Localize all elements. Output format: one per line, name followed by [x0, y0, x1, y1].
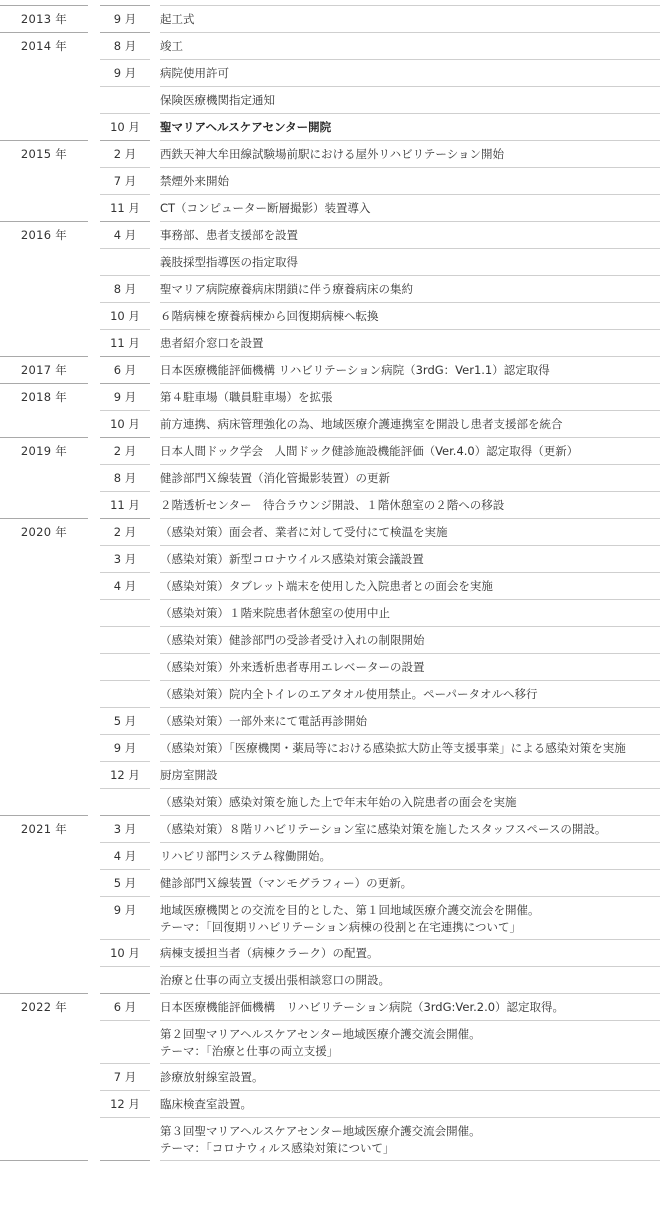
- month-divider: [100, 842, 150, 843]
- event-month: 6 月: [113, 1000, 137, 1014]
- event-text: 事務部、患者支援部を設置: [160, 228, 298, 242]
- event-text: 第４駐車場（職員駐車場）を拡張: [160, 390, 333, 404]
- event-divider: [160, 734, 660, 735]
- event-month: 8 月: [113, 39, 137, 53]
- event-text: 日本医療機能評価機構 リハビリテーション病院（3rdG：Ver1.1）認定取得: [160, 363, 550, 377]
- event-divider: [160, 896, 660, 897]
- month-divider: [100, 626, 150, 627]
- year-label: 2022 年: [20, 1000, 68, 1014]
- event-text: 聖マリアヘルスケアセンター開院: [160, 120, 332, 134]
- event-month: 6 月: [113, 363, 137, 377]
- month-divider: [100, 491, 150, 492]
- event-month: 3 月: [113, 552, 137, 566]
- event-text: 健診部門Ｘ線装置（消化管撮影装置）の更新: [160, 471, 390, 485]
- event-text: 厨房室開設: [160, 768, 218, 782]
- month-divider: [100, 302, 150, 303]
- month-divider: [100, 113, 150, 114]
- month-divider: [100, 1117, 150, 1118]
- event-text: テーマ：「治療と仕事の両立支援」: [160, 1044, 339, 1058]
- event-month: 7 月: [113, 1070, 137, 1084]
- event-text: 臨床検査室設置。: [160, 1097, 252, 1111]
- event-divider: [160, 626, 660, 627]
- month-divider: [100, 275, 150, 276]
- event-divider: [160, 1117, 660, 1118]
- event-month: 9 月: [113, 390, 137, 404]
- year-divider: [0, 32, 88, 33]
- event-month: 2 月: [113, 444, 137, 458]
- month-divider: [100, 572, 150, 573]
- event-month: 7 月: [113, 174, 137, 188]
- year-label: 2020 年: [20, 525, 68, 539]
- event-month: 4 月: [113, 849, 137, 863]
- event-month: 5 月: [113, 714, 137, 728]
- event-text: 第３回聖マリアヘルスケアセンター地域医療介護交流会開催。: [160, 1124, 481, 1138]
- event-text: 起工式: [160, 12, 195, 26]
- year-label: 2018 年: [20, 390, 68, 404]
- event-month: 12 月: [110, 1097, 140, 1111]
- year-divider: [0, 140, 88, 141]
- event-month: 10 月: [110, 946, 140, 960]
- event-month: 10 月: [110, 417, 140, 431]
- event-divider: [160, 59, 660, 60]
- event-divider: [160, 761, 660, 762]
- event-divider: [160, 572, 660, 573]
- event-divider: [160, 939, 660, 940]
- event-divider: [160, 32, 660, 33]
- month-divider: [100, 410, 150, 411]
- event-divider: [160, 464, 660, 465]
- event-divider: [160, 599, 660, 600]
- event-text: （感染対策）健診部門の受診者受け入れの制限開始: [160, 633, 425, 647]
- month-divider: [100, 993, 150, 994]
- event-text: （感染対策）８階リハビリテーション室に感染対策を施したスタッフスペースの開設。: [160, 822, 607, 836]
- event-text: 診療放射線室設置。: [160, 1070, 264, 1084]
- event-text: （感染対策）新型コロナウイルス感染対策会議設置: [160, 552, 424, 566]
- month-divider: [100, 464, 150, 465]
- month-divider: [100, 1063, 150, 1064]
- event-month: 8 月: [113, 282, 137, 296]
- month-divider: [100, 939, 150, 940]
- event-divider: [160, 842, 660, 843]
- event-divider: [160, 993, 660, 994]
- event-month: 10 月: [110, 309, 140, 323]
- event-divider: [160, 653, 660, 654]
- event-text: ６階病棟を療養病棟から回復期病棟へ転換: [160, 309, 379, 323]
- event-month: 11 月: [110, 336, 140, 350]
- year-label: 2015 年: [20, 147, 68, 161]
- event-month: 3 月: [113, 822, 137, 836]
- event-divider: [160, 248, 660, 249]
- month-divider: [100, 896, 150, 897]
- event-divider: [160, 1160, 660, 1161]
- event-text: （感染対策）タブレット端末を使用した入院患者との面会を実施: [160, 579, 493, 593]
- event-divider: [160, 680, 660, 681]
- month-divider: [100, 599, 150, 600]
- event-text: 西鉄天神大牟田線試験場前駅における屋外リハビリテーション開始: [160, 147, 504, 161]
- event-divider: [160, 1090, 660, 1091]
- event-text: （感染対策）１階来院患者休憩室の使用中止: [160, 606, 390, 620]
- month-divider: [100, 59, 150, 60]
- event-text: 日本医療機能評価機構 リハビリテーション病院（3rdG:Ver.2.0）認定取得。: [160, 1000, 565, 1014]
- event-text: 病棟支援担当者（病棟クラーク）の配置。: [160, 946, 379, 960]
- event-text: リハビリ部門システム稼働開始。: [160, 849, 332, 863]
- month-divider: [100, 383, 150, 384]
- event-text: 治療と仕事の両立支援出張相談窓口の開設。: [160, 973, 390, 987]
- event-divider: [160, 869, 660, 870]
- event-text: 病院使用許可: [160, 66, 229, 80]
- year-label: 2017 年: [20, 363, 68, 377]
- event-text: テーマ：「回復期リハビリテーション病棟の役割と在宅連携について」: [160, 920, 521, 934]
- month-divider: [100, 329, 150, 330]
- event-divider: [160, 518, 660, 519]
- event-text: 健診部門Ｘ線装置（マンモグラフィー）の更新。: [160, 876, 413, 890]
- event-text: 前方連携、病床管理強化の為、地域医療介護連携室を開設し患者支援部を統合: [160, 417, 563, 431]
- event-divider: [160, 221, 660, 222]
- event-divider: [160, 545, 660, 546]
- month-divider: [100, 86, 150, 87]
- year-divider: [0, 815, 88, 816]
- year-divider: [0, 221, 88, 222]
- year-label: 2016 年: [20, 228, 68, 242]
- event-month: 4 月: [113, 228, 137, 242]
- month-divider: [100, 653, 150, 654]
- month-divider: [100, 167, 150, 168]
- month-divider: [100, 1090, 150, 1091]
- year-divider: [0, 993, 88, 994]
- event-divider: [160, 275, 660, 276]
- event-text: （感染対策）一部外来にて電話再診開始: [160, 714, 367, 728]
- event-divider: [160, 383, 660, 384]
- event-text: 竣工: [160, 39, 183, 53]
- month-divider: [100, 32, 150, 33]
- event-text: ２階透析センター 待合ラウンジ開設、１階休憩室の２階への移設: [160, 498, 505, 512]
- event-divider: [160, 437, 660, 438]
- event-divider: [160, 329, 660, 330]
- month-divider: [100, 966, 150, 967]
- event-divider: [160, 113, 660, 114]
- event-text: 禁煙外来開始: [160, 174, 229, 188]
- event-text: （感染対策）「医療機関・薬局等における感染拡大防止等支援事業」による感染対策を実施: [160, 741, 626, 755]
- event-divider: [160, 5, 660, 6]
- month-divider: [100, 194, 150, 195]
- event-text: 聖マリア病院療養病床閉鎖に伴う療養病床の集約: [160, 282, 413, 296]
- event-month: 9 月: [113, 66, 137, 80]
- year-divider: [0, 356, 88, 357]
- year-label: 2014 年: [20, 39, 68, 53]
- month-divider: [100, 815, 150, 816]
- month-divider: [100, 1020, 150, 1021]
- event-text: 地域医療機関との交流を目的とした、第１回地域医療介護交流会を開催。: [160, 903, 540, 917]
- year-divider: [0, 1160, 88, 1161]
- event-month: 12 月: [110, 768, 140, 782]
- event-month: 11 月: [110, 498, 140, 512]
- event-divider: [160, 491, 660, 492]
- event-text: （感染対策）面会者、業者に対して受付にて検温を実施: [160, 525, 448, 539]
- event-month: 9 月: [113, 741, 137, 755]
- month-divider: [100, 761, 150, 762]
- month-divider: [100, 734, 150, 735]
- event-text: 日本人間ドック学会 人間ドック健診施設機能評価（Ver.4.0）認定取得（更新）: [160, 444, 579, 458]
- event-month: 4 月: [113, 579, 137, 593]
- event-month: 8 月: [113, 471, 137, 485]
- event-month: 5 月: [113, 876, 137, 890]
- month-divider: [100, 545, 150, 546]
- event-month: 2 月: [113, 525, 137, 539]
- event-month: 11 月: [110, 201, 140, 215]
- event-text: （感染対策）院内全トイレのエアタオル使用禁止。ペーパータオルへ移行: [160, 687, 538, 701]
- event-divider: [160, 1063, 660, 1064]
- event-divider: [160, 410, 660, 411]
- year-divider: [0, 383, 88, 384]
- event-divider: [160, 302, 660, 303]
- event-month: 9 月: [113, 903, 137, 917]
- month-divider: [100, 707, 150, 708]
- year-divider: [0, 437, 88, 438]
- year-label: 2019 年: [20, 444, 68, 458]
- month-divider: [100, 1160, 150, 1161]
- event-divider: [160, 167, 660, 168]
- month-divider: [100, 221, 150, 222]
- event-divider: [160, 86, 660, 87]
- month-divider: [100, 518, 150, 519]
- event-month: 10 月: [110, 120, 140, 134]
- event-divider: [160, 966, 660, 967]
- event-text: 義肢採型指導医の指定取得: [160, 255, 298, 269]
- event-text: （感染対策）感染対策を施した上で年末年始の入院患者の面会を実施: [160, 795, 517, 809]
- event-text: 保険医療機関指定通知: [160, 93, 275, 107]
- event-divider: [160, 194, 660, 195]
- event-text: 患者紹介窓口を設置: [160, 336, 264, 350]
- event-divider: [160, 815, 660, 816]
- event-text: CT（コンピューター断層撮影）装置導入: [160, 201, 371, 215]
- event-month: 9 月: [113, 12, 137, 26]
- event-text: 第２回聖マリアヘルスケアセンター地域医療介護交流会開催。: [160, 1027, 481, 1041]
- month-divider: [100, 140, 150, 141]
- event-text: （感染対策）外来透析患者専用エレベーターの設置: [160, 660, 425, 674]
- month-divider: [100, 869, 150, 870]
- month-divider: [100, 5, 150, 6]
- event-divider: [160, 788, 660, 789]
- event-month: 2 月: [113, 147, 137, 161]
- year-label: 2013 年: [20, 12, 68, 26]
- event-text: テーマ：「コロナウィルス感染対策について」: [160, 1141, 395, 1155]
- month-divider: [100, 437, 150, 438]
- month-divider: [100, 248, 150, 249]
- month-divider: [100, 356, 150, 357]
- year-label: 2021 年: [20, 822, 68, 836]
- event-divider: [160, 707, 660, 708]
- year-divider: [0, 518, 88, 519]
- month-divider: [100, 788, 150, 789]
- event-divider: [160, 1020, 660, 1021]
- event-divider: [160, 356, 660, 357]
- year-divider: [0, 5, 88, 6]
- event-divider: [160, 140, 660, 141]
- month-divider: [100, 680, 150, 681]
